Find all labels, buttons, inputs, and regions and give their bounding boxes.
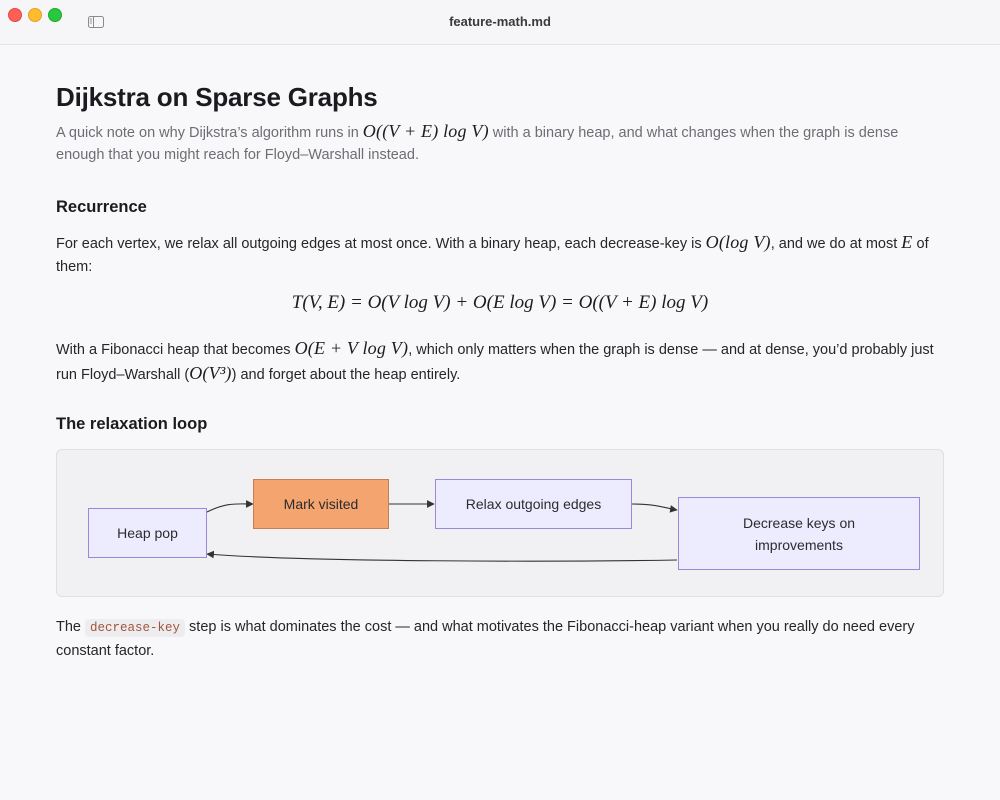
edge-relax-to-decrease (632, 504, 677, 510)
edge-heap-to-mark (207, 504, 253, 512)
lede-text: with a binary heap, and what changes when the graph is dense (488, 125, 899, 141)
paragraph-text: The (56, 619, 86, 635)
paragraph-text: With a Fibonacci heap that becomes (56, 342, 295, 358)
section-heading-loop: The relaxation loop (56, 415, 208, 433)
fibonacci-paragraph (56, 337, 944, 387)
paragraph-text: , and we do at most (770, 236, 902, 252)
window-title: feature-math.md (449, 14, 551, 29)
page-title: Dijkstra on Sparse Graphs (56, 82, 378, 112)
paragraph-text: , which only matters when the graph is dense — and at dense, you’d probably just (408, 342, 934, 358)
paragraph-text: For each vertex, we relax all outgoing edges at most once. With a binary heap, each decrease-key is (56, 236, 706, 252)
paragraph-text: constant factor. (56, 643, 155, 659)
node-label (743, 512, 855, 556)
recurrence-paragraph (56, 231, 944, 279)
lede-paragraph (56, 120, 944, 166)
section-heading-recurrence: Recurrence (56, 198, 147, 216)
node-mark-visited (253, 479, 389, 529)
node-decrease-keys (678, 497, 920, 570)
inline-math: O(E + V log V) (294, 338, 409, 358)
paragraph-text: of (912, 236, 929, 252)
node-label-line: Decrease keys on (742, 514, 856, 531)
inline-math: E (901, 232, 913, 252)
lede-math: O((V + E) log V) (362, 121, 489, 141)
lede-text: enough that you might reach for Floyd–Warshall instead. (56, 147, 419, 163)
closing-paragraph (56, 616, 944, 663)
paragraph-text: them: (56, 259, 93, 275)
paragraph-text: step is what dominates the cost — and what motivates the Fibonacci-heap variant when you really do need every (185, 619, 915, 635)
inline-math: O(log V) (705, 232, 771, 252)
flowchart (56, 449, 944, 597)
edge-decrease-to-heap (207, 554, 677, 561)
paragraph-text: run Floyd–Warshall ( (56, 367, 190, 383)
inline-code: decrease-key (85, 619, 185, 637)
node-label-line: improvements (755, 536, 843, 553)
node-label: Mark visited (283, 496, 359, 512)
node-relax-edges (435, 479, 632, 529)
node-heap-pop (88, 508, 207, 558)
node-label: Relax outgoing edges (465, 496, 602, 512)
node-label: Heap pop (117, 525, 178, 541)
titlebar (0, 0, 1000, 45)
display-equation: T(V, E) = O(V log V) + O(E log V) = O((V + E) log V) (291, 292, 709, 313)
lede-text: A quick note on why Dijkstra’s algorithm runs in (56, 125, 363, 141)
paragraph-text: ) and forget about the heap entirely. (231, 367, 461, 383)
inline-math: O(V³) (189, 363, 232, 383)
